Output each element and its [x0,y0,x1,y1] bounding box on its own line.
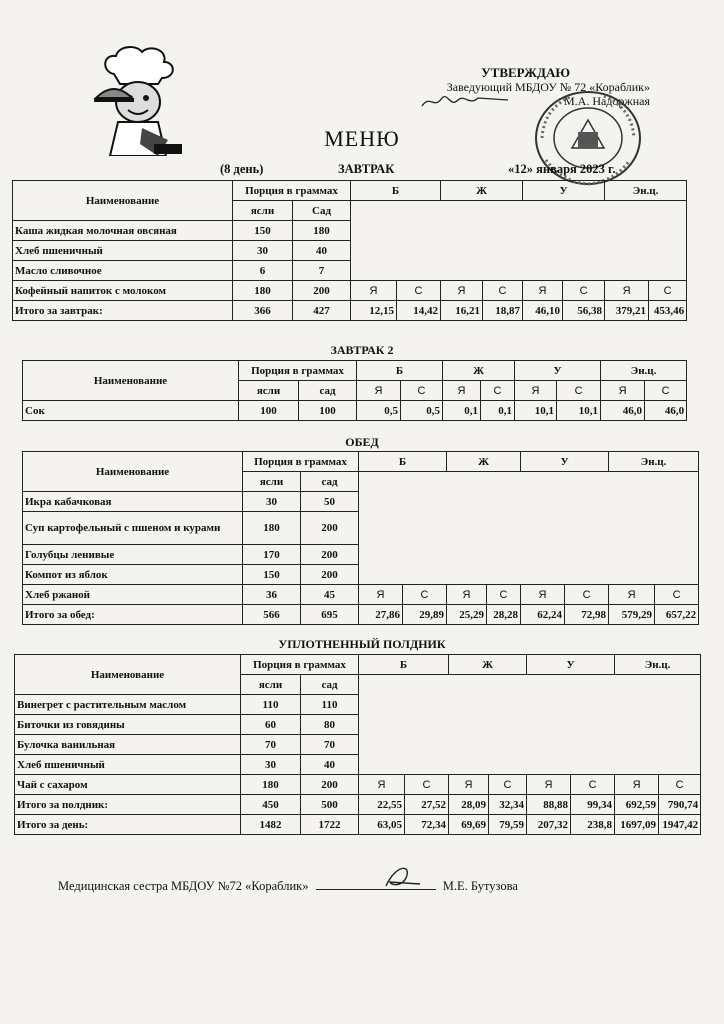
snack-table [14,654,701,835]
blank-area [359,675,701,775]
item-yasli: 180 [243,512,301,545]
header-yasli: ясли [243,472,301,492]
total-value: 32,34 [489,795,527,815]
total-value: 28,09 [449,795,489,815]
blank-area [359,472,699,585]
nurse-signature [376,862,426,890]
table-row [15,775,701,795]
header-b: Б [359,452,447,472]
total-value: 692,59 [615,795,659,815]
letter-ya: Я [359,775,405,795]
letter-s: С [645,381,687,401]
letter-s: С [489,775,527,795]
letter-s: С [557,381,601,401]
header-yasli: ясли [239,381,299,401]
total-value: 88,88 [527,795,571,815]
letter-s: С [659,775,701,795]
item-name: Хлеб ржаной [23,585,243,605]
letter-s: С [563,281,605,301]
header-u: У [527,655,615,675]
header-en: Эн.ц. [605,181,687,201]
letter-ya: Я [443,381,481,401]
footer-name: М.Е. Бутузова [442,879,518,893]
header-name: Наименование [15,655,241,695]
total-value: 14,42 [397,301,441,321]
total-name: Итого за полдник: [15,795,241,815]
total-value: 28,28 [487,605,521,625]
item-value: 0,5 [357,401,401,421]
letter-ya: Я [527,775,571,795]
day-total-name: Итого за день: [15,815,241,835]
header-portion: Порция в граммах [241,655,359,675]
header-u: У [515,361,601,381]
item-name: Голубцы ленивые [23,545,243,565]
item-yasli: 180 [241,775,301,795]
total-value: 18,87 [483,301,523,321]
header-zh: Ж [443,361,515,381]
letter-s: С [571,775,615,795]
item-sad: 180 [293,221,351,241]
header-b: Б [359,655,449,675]
total-yasli: 566 [243,605,301,625]
letter-s: С [405,775,449,795]
director-signature [420,90,510,112]
letter-s: С [403,585,447,605]
header-sad: Сад [293,201,351,221]
header-name: Наименование [23,452,243,492]
breakfast-title: ЗАВТРАК [338,162,395,176]
day-total-yasli: 1482 [241,815,301,835]
approval-position: Заведующий МБДОУ № 72 «Кораблик» [446,80,650,94]
day-total-value: 238,8 [571,815,615,835]
item-sad: 110 [301,695,359,715]
letter-ya: Я [521,585,565,605]
header-zh: Ж [441,181,523,201]
header-name: Наименование [23,361,239,401]
letter-ya: Я [523,281,563,301]
item-name: Булочка ванильная [15,735,241,755]
item-name: Сок [23,401,239,421]
page-title: МЕНЮ [324,126,400,151]
letter-s: С [481,381,515,401]
item-yasli: 110 [241,695,301,715]
item-name: Икра кабачковая [23,492,243,512]
total-value: 25,29 [447,605,487,625]
item-sad: 40 [293,241,351,261]
item-value: 46,0 [645,401,687,421]
total-yasli: 450 [241,795,301,815]
table-row [13,281,687,301]
letter-ya: Я [609,585,655,605]
total-value: 27,52 [405,795,449,815]
item-yasli: 60 [241,715,301,735]
item-name: Хлеб пшеничный [13,241,233,261]
letter-s: С [397,281,441,301]
header-sad: сад [301,675,359,695]
letter-ya: Я [357,381,401,401]
day-total-value: 1947,42 [659,815,701,835]
footer-position: Медицинская сестра МБДОУ №72 «Кораблик» [58,879,309,893]
total-sad: 500 [301,795,359,815]
day-total-sad: 1722 [301,815,359,835]
lunch-title: ОБЕД [345,435,379,449]
letter-ya: Я [605,281,649,301]
item-yasli: 6 [233,261,293,281]
letter-s: С [401,381,443,401]
item-value: 0,5 [401,401,443,421]
approval-name: М.А. Надоржная [564,94,650,108]
header-b: Б [357,361,443,381]
total-value: 72,98 [565,605,609,625]
item-name: Чай с сахаром [15,775,241,795]
header-yasli: ясли [241,675,301,695]
header-zh: Ж [447,452,521,472]
item-value: 10,1 [515,401,557,421]
day-total-value: 72,34 [405,815,449,835]
header-yasli: ясли [233,201,293,221]
letter-ya: Я [515,381,557,401]
header-b: Б [351,181,441,201]
total-name: Итого за обед: [23,605,243,625]
letter-ya: Я [359,585,403,605]
header-portion: Порция в граммах [243,452,359,472]
header-portion: Порция в граммах [239,361,357,381]
total-value: 579,29 [609,605,655,625]
total-value: 62,24 [521,605,565,625]
total-value: 16,21 [441,301,483,321]
menu-date: «12» января 2023 г. [508,162,616,176]
total-value: 12,15 [351,301,397,321]
item-value: 46,0 [601,401,645,421]
total-yasli: 366 [233,301,293,321]
item-sad: 200 [301,512,359,545]
item-value: 0,1 [481,401,515,421]
item-name: Кофейный напиток с молоком [13,281,233,301]
footer-signature [58,878,518,894]
item-yasli: 180 [233,281,293,301]
total-value: 27,86 [359,605,403,625]
header-sad: сад [299,381,357,401]
approval-heading: УТВЕРЖДАЮ [481,65,570,80]
letter-s: С [565,585,609,605]
day-total-value: 79,59 [489,815,527,835]
item-value: 0,1 [443,401,481,421]
item-yasli: 36 [243,585,301,605]
item-yasli: 100 [239,401,299,421]
letter-s: С [483,281,523,301]
total-sad: 427 [293,301,351,321]
item-sad: 200 [301,775,359,795]
total-sad: 695 [301,605,359,625]
letter-s: С [487,585,521,605]
header-u: У [521,452,609,472]
breakfast2-table [22,360,687,421]
item-sad: 45 [301,585,359,605]
header-en: Эн.ц. [601,361,687,381]
item-yasli: 30 [243,492,301,512]
total-value: 379,21 [605,301,649,321]
item-sad: 40 [301,755,359,775]
total-value: 46,10 [523,301,563,321]
table-row [23,585,699,605]
item-sad: 200 [301,565,359,585]
letter-ya: Я [601,381,645,401]
total-value: 22,55 [359,795,405,815]
blank-area [351,201,687,281]
total-name: Итого за завтрак: [13,301,233,321]
breakfast-table [12,180,687,321]
item-name: Компот из яблок [23,565,243,585]
letter-ya: Я [449,775,489,795]
item-sad: 50 [301,492,359,512]
item-value: 10,1 [557,401,601,421]
item-name: Суп картофельный с пшеном и курами [23,512,243,545]
item-name: Каша жидкая молочная овсяная [13,221,233,241]
item-yasli: 150 [243,565,301,585]
letter-s: С [649,281,687,301]
header-en: Эн.ц. [609,452,699,472]
header-sad: сад [301,472,359,492]
total-value: 657,22 [655,605,699,625]
total-value: 29,89 [403,605,447,625]
item-sad: 100 [299,401,357,421]
total-row [13,301,687,321]
total-value: 790,74 [659,795,701,815]
total-value: 56,38 [563,301,605,321]
item-name: Винегрет с растительным маслом [15,695,241,715]
total-row [15,795,701,815]
letter-s: С [655,585,699,605]
day-label: (8 день) [220,162,264,176]
total-value: 453,46 [649,301,687,321]
letter-ya: Я [447,585,487,605]
day-total-value: 1697,09 [615,815,659,835]
item-yasli: 30 [241,755,301,775]
day-total-row [15,815,701,835]
lunch-table [22,451,699,625]
header-zh: Ж [449,655,527,675]
letter-ya: Я [615,775,659,795]
item-sad: 200 [293,281,351,301]
snack-title: УПЛОТНЕННЫЙ ПОЛДНИК [278,637,446,651]
item-sad: 7 [293,261,351,281]
item-sad: 70 [301,735,359,755]
item-sad: 200 [301,545,359,565]
item-name: Биточки из говядины [15,715,241,735]
header-portion: Порция в граммах [233,181,351,201]
table-row [23,401,687,421]
day-total-value: 63,05 [359,815,405,835]
header-name: Наименование [13,181,233,221]
item-yasli: 30 [233,241,293,261]
letter-ya: Я [351,281,397,301]
breakfast2-title: ЗАВТРАК 2 [330,343,394,357]
item-name: Масло сливочное [13,261,233,281]
item-sad: 80 [301,715,359,735]
total-value: 99,34 [571,795,615,815]
letter-ya: Я [441,281,483,301]
header-en: Эн.ц. [615,655,701,675]
day-total-value: 69,69 [449,815,489,835]
header-u: У [523,181,605,201]
item-name: Хлеб пшеничный [15,755,241,775]
item-yasli: 70 [241,735,301,755]
total-row [23,605,699,625]
day-total-value: 207,32 [527,815,571,835]
item-yasli: 170 [243,545,301,565]
item-yasli: 150 [233,221,293,241]
